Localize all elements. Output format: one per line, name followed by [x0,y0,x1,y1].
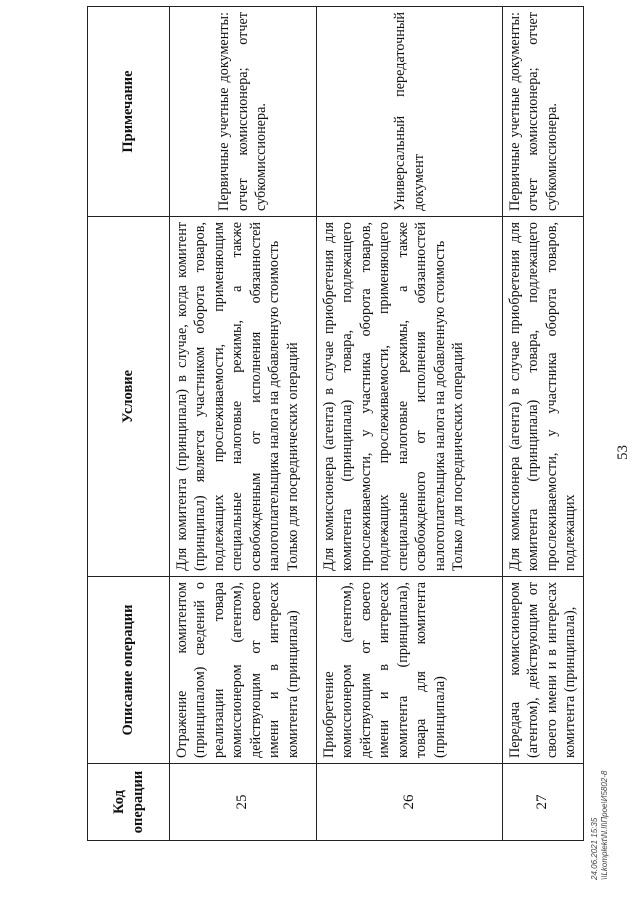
row-description: Приобретение комиссионером (агентом), действующим от своего имени и в интересах комитента (принципала), товара для комитента (принципала) [317,577,503,764]
header-description: Описание операции [88,577,170,764]
row-note: Универсальный передаточный документ [317,7,503,217]
page-number: 53 [615,445,631,460]
header-note: Примечание [88,7,170,217]
row-condition: Для комиссионера (агента) в случае приобретения для комитента (принципала) товара, подлежащего прослеживаемости, у участника оборота товаров, подлежащих прослеживаемости, применяющего специальные налоговые режимы, а также освобожденного от исполнения обязанностей налогоплательщика налога на добавленную стоимость Только для посреднических операций [317,217,503,577]
print-stamp [590,720,630,880]
row-condition: Для комиссионера (агента) в случае приобретения для комитента (принципала) товара, подлежащего прослеживаемости, у участника оборота товаров, подлежащих [503,217,584,577]
row-note: Первичные учетные документы: отчет комиссионера; отчет субкомиссионера. [170,7,317,217]
table-header-row [88,7,170,841]
table-row [503,7,584,841]
row-description: Отражение комитентом (принципалом) сведений о реализации товара комиссионером (агентом), действующим от своего имени и в интересах комитента (принципала) [170,577,317,764]
row-condition: Для комитента (принципала) в случае, когда комитент (принципал) является участником оборота товаров, подлежащих прослеживаемости, применяющим специальные налоговые режимы, а также освобожденным от исполнения обязанностей налогоплательщика налога на добавленную стоимость Только для посреднических операций [170,217,317,577]
stamp-path: \\Lkomplekt\l\l.Il\Проe\И5802-8 [599,770,609,880]
row-code: 25 [170,764,317,841]
operations-table [87,6,584,841]
header-code: Код операции [88,764,170,841]
row-code: 26 [317,764,503,841]
row-description: Передача комиссионером (агентом), действующим от своего имени и в интересах комитента (принципала), [503,577,584,764]
table-row [317,7,503,841]
row-note: Первичные учетные документы: отчет комиссионера; отчет субкомиссионера. [503,7,584,217]
header-condition: Условие [88,217,170,577]
row-code: 27 [503,764,584,841]
table-row [170,7,317,841]
stamp-datetime: 24.06.2021 15:35 [590,817,599,880]
